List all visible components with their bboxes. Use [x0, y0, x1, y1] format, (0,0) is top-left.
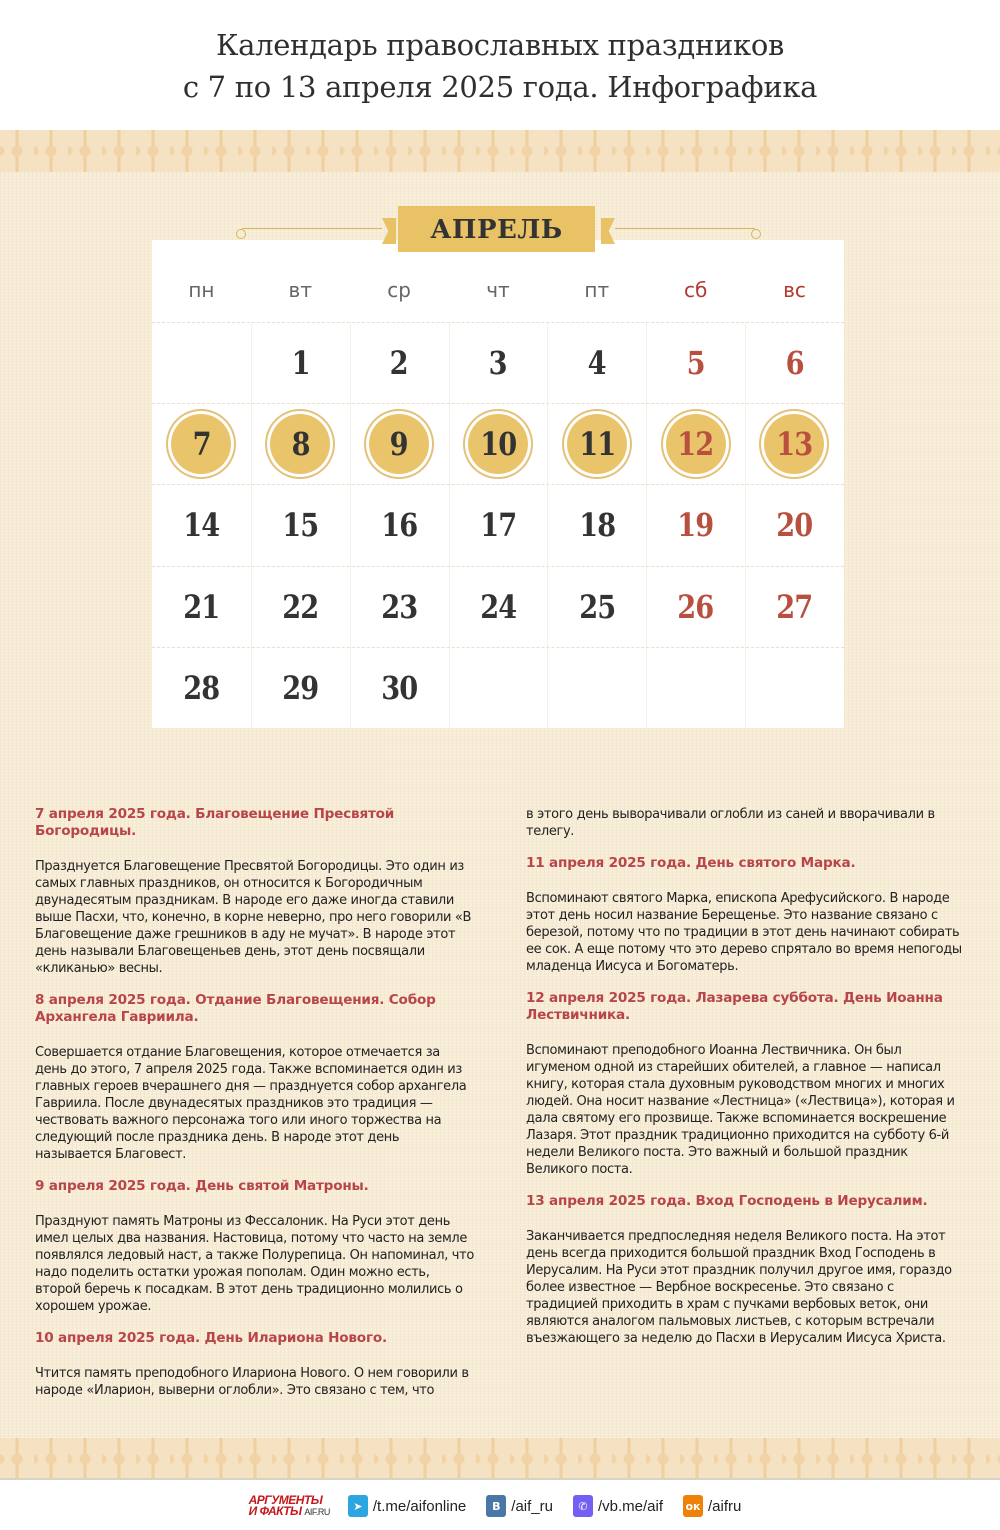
day-number: 6: [785, 344, 804, 382]
day-number: 9: [390, 425, 409, 464]
day-number: 25: [578, 587, 615, 626]
day-number: 27: [776, 587, 813, 626]
weekday-label: вс: [783, 278, 806, 302]
day-number: 10: [479, 425, 517, 464]
highlighted-day-circle: [369, 414, 429, 474]
month-title: АПРЕЛЬ: [430, 215, 563, 245]
holiday-text: Празднуется Благовещение Пресвятой Богородицы. Это один из самых главных праздников, он относится к Богородичным двунадесятым праздникам. В народе его даже иногда ставили выше Пасхи, что, конечно, в корне неверно, про него говорили «В Благовещение даже грешников в аду не мучат». В народе этот день называли Благовещеньев день, этот день посвящали «кликанью» весны.: [35, 859, 472, 976]
highlighted-day-circle: [270, 414, 330, 474]
calendar-day[interactable]: [251, 404, 350, 484]
weekday-cell: [646, 250, 745, 330]
highlighted-day-circle: [764, 414, 824, 474]
page-title: [0, 0, 1000, 108]
calendar-day[interactable]: [152, 648, 251, 728]
calendar-empty-cell: [745, 648, 844, 728]
title-line-2: с 7 по 13 апреля 2025 года. Инфографика: [182, 70, 818, 104]
day-number: 7: [192, 425, 211, 464]
calendar-day[interactable]: [350, 485, 449, 565]
day-number: 13: [776, 425, 813, 464]
day-number: 18: [578, 506, 615, 545]
calendar-day[interactable]: [646, 323, 745, 403]
title-line-1: Календарь православных праздников: [215, 28, 785, 62]
day-number: 15: [282, 506, 319, 545]
calendar-day[interactable]: [152, 404, 251, 484]
holiday-heading: 11 апреля 2025 года. День святого Марка.: [526, 855, 856, 871]
day-number: 3: [488, 344, 507, 382]
holidays-column-right: [526, 806, 966, 1362]
vk-icon: B: [486, 1495, 506, 1517]
day-number: 1: [291, 344, 310, 382]
weekday-label: ср: [387, 278, 411, 302]
calendar-day[interactable]: [152, 567, 251, 647]
holiday-text: Вспоминают преподобного Иоанна Лествичника. Он был игуменом одной из старейших обителей, а главное — написал книгу, которая стала духовным руководством многих и многих людей. Она носит название «Лестница» («Лествица»), которая и дала святому его прозвище. Также вспоминается воскрешение Лазаря. Этот праздник традиционно приходится на субботу 6-й недели Великого поста. Это важный и большой праздник Великого поста.: [526, 1043, 955, 1177]
highlighted-day-circle: [567, 414, 627, 474]
social-label: /vb.me/aif: [597, 1497, 664, 1515]
weekday-label: вт: [288, 278, 312, 302]
day-number: 4: [587, 344, 606, 382]
day-number: 23: [381, 587, 418, 626]
page-header: [0, 0, 1000, 130]
holidays-column-left: [35, 806, 475, 1414]
day-number: 5: [686, 344, 705, 382]
day-number: 20: [776, 506, 813, 545]
calendar-empty-cell: [547, 648, 646, 728]
social-label: /aif_ru: [511, 1497, 553, 1515]
holiday-text: Вспоминают святого Марка, епископа Арефусийского. В народе этот день носил название Берещенье. Это название связано с березой, потому что по традиции в этот день начинают собирать ее сок. А еще потому что это дерево спрятало во время непогоды младенца Иисуса и Богоматерь.: [526, 891, 962, 974]
day-number: 17: [479, 506, 517, 545]
weekday-label: пт: [584, 278, 610, 302]
social-label: /t.me/aifonline: [372, 1497, 467, 1515]
day-number: 21: [183, 587, 220, 626]
calendar-day[interactable]: [646, 485, 745, 565]
weekday-cell: [350, 250, 449, 330]
calendar-week-row: [152, 403, 844, 484]
logo-line-2: И ФАКТЫ: [248, 1503, 302, 1518]
weekday-cell: [547, 250, 646, 330]
highlighted-day-circle: [666, 414, 726, 474]
calendar-day[interactable]: [547, 323, 646, 403]
day-number: 29: [282, 668, 319, 707]
calendar-empty-cell: [646, 648, 745, 728]
weekday-cell: [152, 250, 251, 330]
calendar-day[interactable]: [350, 567, 449, 647]
calendar-day[interactable]: [449, 485, 548, 565]
viber-icon: ✆: [573, 1495, 593, 1517]
holiday-heading: 12 апреля 2025 года. Лазарева суббота. День Иоанна Лествичника.: [526, 990, 943, 1023]
holiday-text: Празднуют память Матроны из Фессалоник. На Руси этот день имел целых два названия. Настовица, потому что часто на земле появлялся ледовый наст, а также Полурепица. Он напоминал, что надо поделить остатки урожая пополам. Один можно есть, второй беречь к посадкам. В этот день традиционно молились о хорошем урожае.: [35, 1214, 474, 1314]
calendar-day[interactable]: [350, 404, 449, 484]
highlighted-day-circle: [468, 414, 528, 474]
calendar-empty-cell: [152, 323, 251, 403]
social-label: /aifru: [708, 1497, 742, 1515]
day-number: 30: [381, 668, 418, 707]
calendar-week-row: [152, 566, 844, 647]
calendar-day[interactable]: [251, 323, 350, 403]
day-number: 24: [479, 587, 517, 626]
calendar-day[interactable]: [745, 485, 844, 565]
weekday-label: чт: [486, 278, 510, 302]
calendar-day[interactable]: [745, 567, 844, 647]
holiday-heading: 10 апреля 2025 года. День Илариона Нового.: [35, 1330, 387, 1346]
weekday-cell: [449, 250, 548, 330]
holiday-heading: 13 апреля 2025 года. Вход Господень в Иерусалим.: [526, 1193, 928, 1209]
day-number: 22: [282, 587, 319, 626]
weekday-label: пн: [188, 278, 215, 302]
calendar-day[interactable]: [251, 485, 350, 565]
calendar-day[interactable]: [547, 567, 646, 647]
calendar-day[interactable]: [745, 404, 844, 484]
calendar-day[interactable]: [646, 567, 745, 647]
holiday-text: Заканчивается предпоследняя неделя Великого поста. На этот день всегда приходится большой праздник Вход Господень в Иерусалим. На Руси этот праздник получил другое имя, гораздо более известное — Вербное воскресенье. Это связано с традицией приходить в храм с пучками вербовых веток, они являются аналогом пальмовых листьев, с которым встречали въезжающего за неделю до Пасхи в Иерусалим Иисуса Христа.: [526, 1229, 952, 1346]
calendar-day[interactable]: [152, 485, 251, 565]
day-number: 2: [390, 344, 409, 382]
day-number: 19: [677, 506, 714, 545]
weekday-cell: [251, 250, 350, 330]
calendar-day[interactable]: [449, 404, 548, 484]
day-number: 8: [291, 425, 310, 464]
footer: [0, 1482, 1000, 1530]
calendar-day[interactable]: [449, 567, 548, 647]
day-number: 12: [677, 425, 714, 464]
calendar-week-row: [152, 322, 844, 403]
holiday-heading: 7 апреля 2025 года. Благовещение Пресвятой Богородицы.: [35, 806, 395, 839]
calendar-day[interactable]: [547, 485, 646, 565]
calendar-week-row: [152, 647, 844, 728]
odnoklassniki-icon: ок: [683, 1495, 703, 1517]
logo-site: AIF.RU: [304, 1506, 330, 1517]
highlighted-day-circle: [171, 414, 231, 474]
ornament-border-top: [0, 130, 1000, 172]
ornament-border-bottom: [0, 1438, 1000, 1480]
calendar-day[interactable]: [350, 648, 449, 728]
social-link-odnoklassniki[interactable]: [683, 1495, 741, 1517]
month-ribbon: [398, 206, 595, 252]
logo-line-1: АРГУМЕНТЫ: [248, 1492, 323, 1507]
day-number: 28: [183, 668, 220, 707]
calendar-day[interactable]: [646, 404, 745, 484]
holiday-heading: 8 апреля 2025 года. Отдание Благовещения. Собор Архангела Гавриила.: [35, 992, 436, 1025]
telegram-icon: ➤: [348, 1495, 368, 1517]
social-link-viber[interactable]: [573, 1495, 663, 1517]
holiday-heading: 9 апреля 2025 года. День святой Матроны.: [35, 1178, 369, 1194]
day-number: 11: [578, 425, 615, 464]
day-number: 16: [381, 506, 418, 545]
calendar-empty-cell: [449, 648, 548, 728]
weekday-cell: [745, 250, 844, 330]
calendar-day[interactable]: [251, 567, 350, 647]
holiday-text-continued: в этого день выворачивали оглобли из саней и вворачивали в телегу.: [526, 807, 935, 839]
calendar-day[interactable]: [547, 404, 646, 484]
calendar-day[interactable]: [251, 648, 350, 728]
holiday-text: Совершается отдание Благовещения, которое отмечается за день до этого, 7 апреля 2025 года. Также вспоминается один из главных героев вчерашнего дня — празднуется собор архангела Гавриила. После двунадесятых праздников это традиция — чествовать важного персонажа того или иного торжества на следующий после праздника день. В народе этот день называется Благовест.: [35, 1045, 467, 1162]
calendar-day[interactable]: [449, 323, 548, 403]
social-link-vk[interactable]: [486, 1495, 553, 1517]
day-number: 26: [677, 587, 714, 626]
social-link-telegram[interactable]: [348, 1495, 466, 1517]
aif-logo[interactable]: [248, 1492, 330, 1518]
weekday-label: сб: [683, 278, 708, 302]
calendar-day[interactable]: [350, 323, 449, 403]
calendar: [152, 240, 844, 728]
calendar-week-row: [152, 484, 844, 565]
day-number: 14: [183, 506, 220, 545]
weekday-header-row: [152, 250, 844, 330]
holiday-text: Чтится память преподобного Илариона Нового. О нем говорили в народе «Иларион, выверни оглобли». Это связано с тем, что: [35, 1366, 469, 1398]
calendar-day[interactable]: [745, 323, 844, 403]
